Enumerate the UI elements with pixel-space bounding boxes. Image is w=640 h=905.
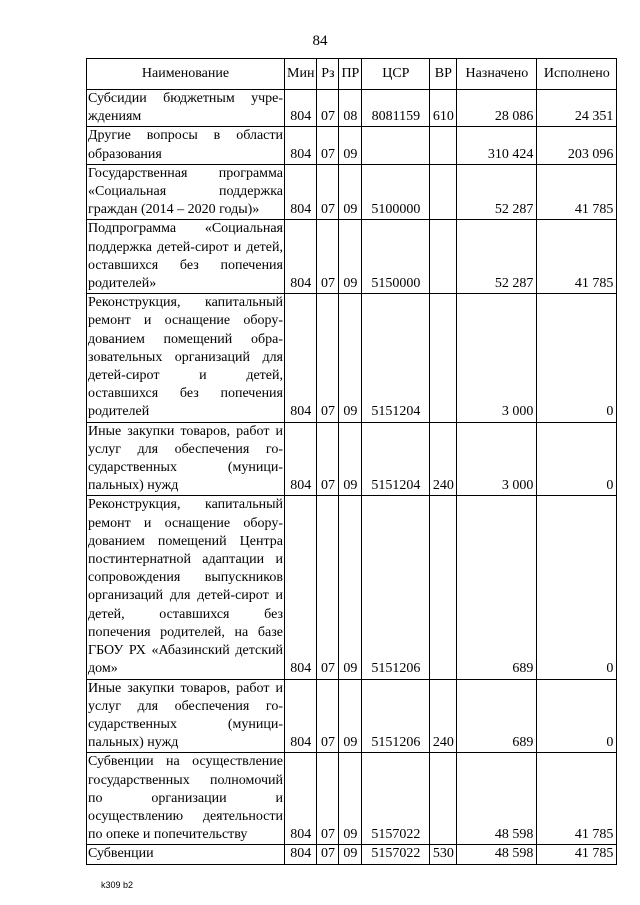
page-number: 84	[312, 33, 328, 49]
cell-min: 804	[285, 422, 317, 496]
cell-vr	[430, 220, 457, 294]
cell-pr: 09	[339, 294, 362, 422]
cell-pr: 08	[339, 90, 362, 127]
cell-name: Государственная программа «Социальная поддержка граждан (2014 – 2020 годы)»	[87, 164, 285, 220]
cell-name: Субвенции на осуществление государственных полномочий по организации и осуществлению деятельности по опеке и попечительству	[87, 753, 285, 845]
cell-csr: 5157022	[362, 845, 430, 864]
cell-assigned: 689	[457, 679, 537, 753]
cell-rz: 07	[317, 753, 339, 845]
table-row	[87, 845, 617, 864]
cell-csr: 5150000	[362, 220, 430, 294]
footer-code: k309 b2	[101, 880, 134, 890]
cell-assigned: 48 598	[457, 845, 537, 864]
cell-assigned: 3 000	[457, 294, 537, 422]
cell-min: 804	[285, 679, 317, 753]
cell-min: 804	[285, 127, 317, 164]
cell-min: 804	[285, 753, 317, 845]
cell-csr: 5151206	[362, 679, 430, 753]
cell-executed: 0	[537, 422, 617, 496]
cell-name: Другие вопросы в области образования	[87, 127, 285, 164]
cell-vr: 240	[430, 422, 457, 496]
cell-min: 804	[285, 845, 317, 864]
cell-csr: 5151206	[362, 496, 430, 679]
cell-pr: 09	[339, 220, 362, 294]
cell-assigned: 310 424	[457, 127, 537, 164]
header-executed: Исполнено	[537, 59, 617, 90]
cell-pr: 09	[339, 422, 362, 496]
cell-vr	[430, 164, 457, 220]
cell-vr	[430, 496, 457, 679]
header-vr: ВР	[430, 59, 457, 90]
cell-executed: 203 096	[537, 127, 617, 164]
cell-rz: 07	[317, 127, 339, 164]
cell-assigned: 52 287	[457, 220, 537, 294]
cell-executed: 24 351	[537, 90, 617, 127]
cell-min: 804	[285, 294, 317, 422]
cell-rz: 07	[317, 679, 339, 753]
header-assigned: Назначено	[457, 59, 537, 90]
header-csr: ЦСР	[362, 59, 430, 90]
cell-pr: 09	[339, 496, 362, 679]
cell-min: 804	[285, 496, 317, 679]
cell-csr: 5151204	[362, 422, 430, 496]
cell-vr: 240	[430, 679, 457, 753]
header-name: Наименование	[87, 59, 285, 90]
table-row	[87, 422, 617, 496]
cell-vr	[430, 753, 457, 845]
cell-assigned: 48 598	[457, 753, 537, 845]
table-row	[87, 220, 617, 294]
cell-assigned: 52 287	[457, 164, 537, 220]
cell-pr: 09	[339, 679, 362, 753]
cell-assigned: 28 086	[457, 90, 537, 127]
table-header-row	[87, 59, 617, 90]
table-row	[87, 753, 617, 845]
cell-min: 804	[285, 220, 317, 294]
cell-csr: 5157022	[362, 753, 430, 845]
cell-executed: 0	[537, 496, 617, 679]
cell-min: 804	[285, 164, 317, 220]
cell-assigned: 3 000	[457, 422, 537, 496]
budget-table	[86, 58, 617, 865]
cell-name: Иные закупки товаров, работ и услуг для обеспечения государственных (муниципальных) нужд	[87, 679, 285, 753]
cell-pr: 09	[339, 127, 362, 164]
cell-rz: 07	[317, 164, 339, 220]
cell-vr	[430, 127, 457, 164]
cell-csr	[362, 127, 430, 164]
cell-executed: 41 785	[537, 220, 617, 294]
cell-rz: 07	[317, 496, 339, 679]
cell-rz: 07	[317, 422, 339, 496]
header-rz: Рз	[317, 59, 339, 90]
cell-name: Иные закупки товаров, работ и услуг для обеспечения государственных (муниципальных) нужд	[87, 422, 285, 496]
cell-rz: 07	[317, 845, 339, 864]
cell-vr	[430, 294, 457, 422]
cell-vr: 610	[430, 90, 457, 127]
cell-name: Реконструкция, капитальный ремонт и оснащение оборудованием помещений образовательных организаций для детей-сирот и детей, оставшихся без попечения родителей	[87, 294, 285, 422]
cell-executed: 41 785	[537, 164, 617, 220]
cell-name: Подпрограмма «Социальная поддержка детей-сирот и детей, оставшихся без попечения родителей»	[87, 220, 285, 294]
table-row	[87, 679, 617, 753]
cell-min: 804	[285, 90, 317, 127]
cell-csr: 5151204	[362, 294, 430, 422]
header-pr: ПР	[339, 59, 362, 90]
header-min: Мин	[285, 59, 317, 90]
cell-csr: 8081159	[362, 90, 430, 127]
cell-rz: 07	[317, 220, 339, 294]
cell-name: Субсидии бюджетным учреждениям	[87, 90, 285, 127]
cell-pr: 09	[339, 164, 362, 220]
table-row	[87, 164, 617, 220]
cell-pr: 09	[339, 845, 362, 864]
table-row	[87, 496, 617, 679]
cell-csr: 5100000	[362, 164, 430, 220]
cell-executed: 0	[537, 294, 617, 422]
cell-assigned: 689	[457, 496, 537, 679]
cell-rz: 07	[317, 90, 339, 127]
cell-vr: 530	[430, 845, 457, 864]
table-row	[87, 127, 617, 164]
table-row	[87, 294, 617, 422]
cell-pr: 09	[339, 753, 362, 845]
cell-executed: 0	[537, 679, 617, 753]
table-row	[87, 90, 617, 127]
cell-executed: 41 785	[537, 845, 617, 864]
cell-executed: 41 785	[537, 753, 617, 845]
cell-rz: 07	[317, 294, 339, 422]
cell-name: Субвенции	[87, 845, 285, 864]
cell-name: Реконструкция, капитальный ремонт и оснащение оборудованием помещений Центра постинтернатной адаптации и сопровождения выпускников организаций для детей-сирот и детей, оставшихся без попечения родителей, на базе ГБОУ РХ «Абазинский детский дом»	[87, 496, 285, 679]
